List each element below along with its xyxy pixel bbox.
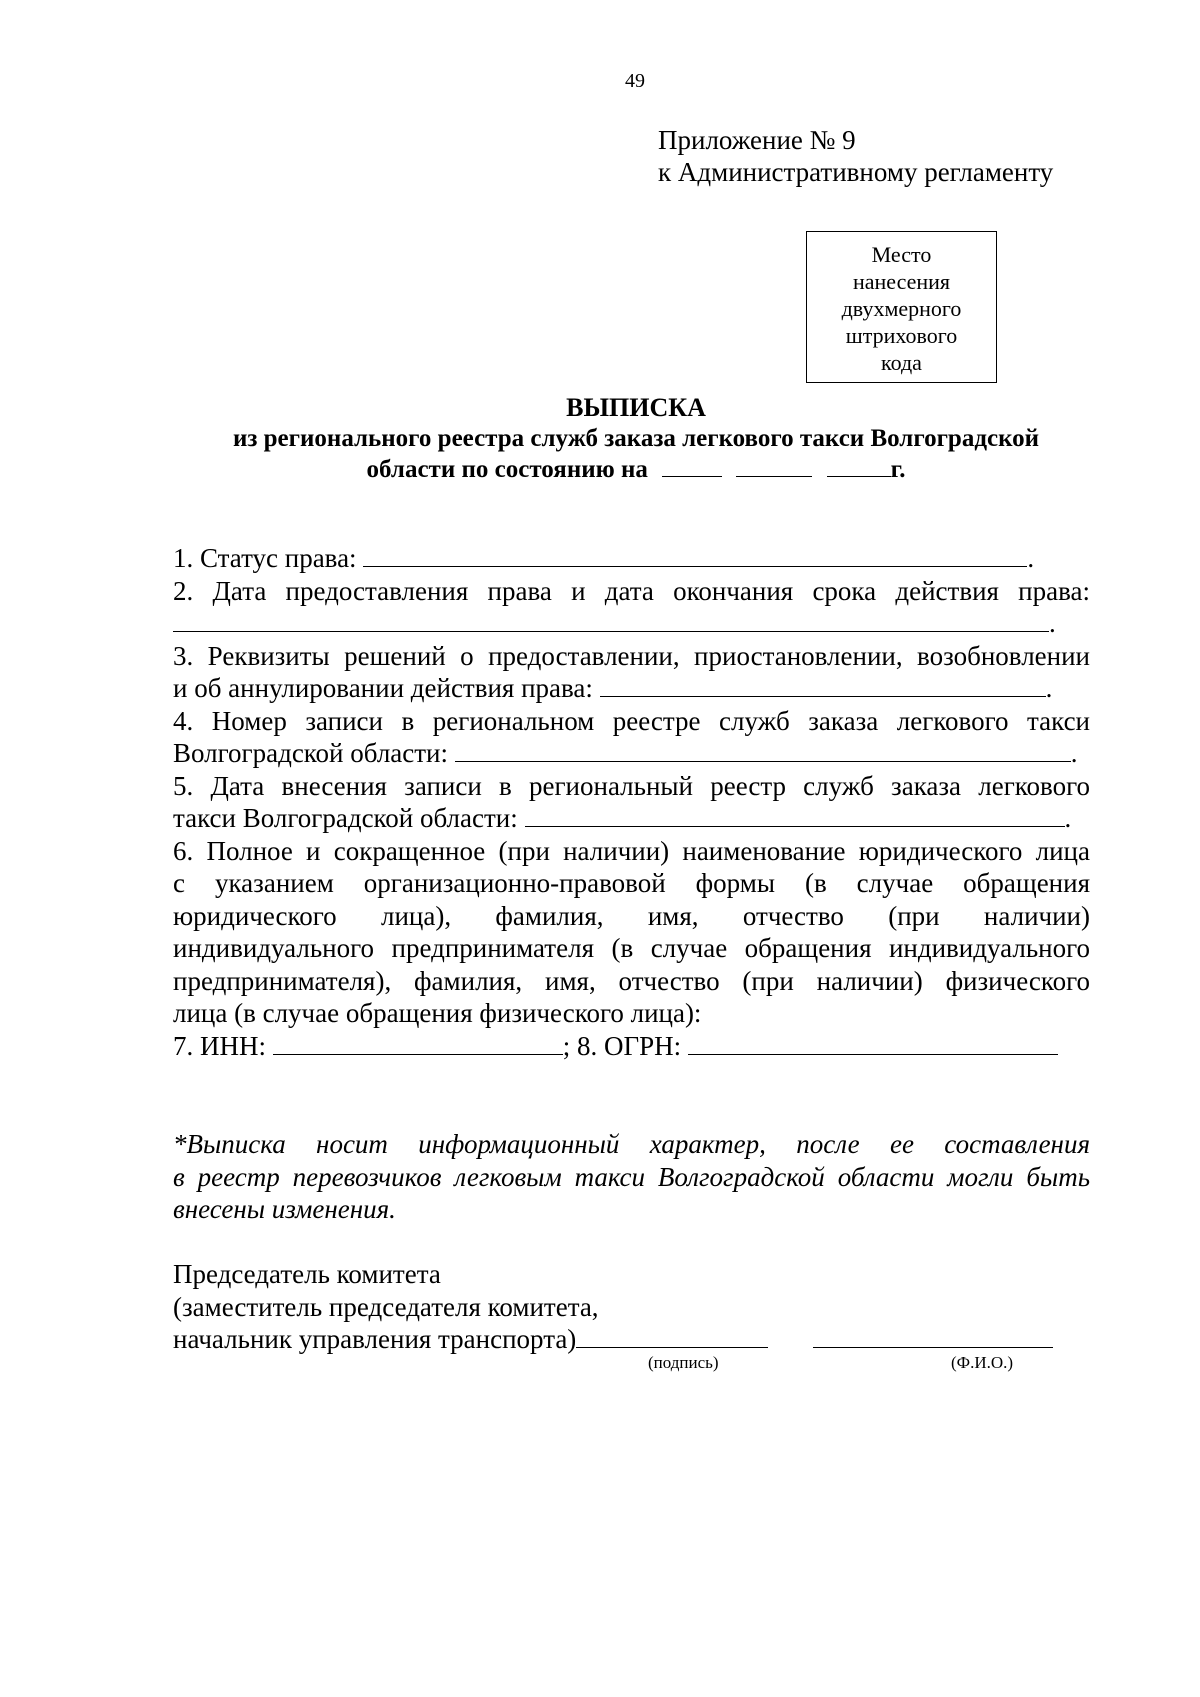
item-1-period: . <box>1027 543 1035 573</box>
item-8-label: ; 8. ОГРН: <box>562 1030 682 1061</box>
item-5-period: . <box>1064 803 1072 833</box>
item-4-line-2: Волгоградской области: <box>173 738 449 768</box>
item-3-blank[interactable] <box>600 674 1046 697</box>
barcode-box-line-1: Место <box>871 242 932 267</box>
item-5-line-1: 5. Дата внесения записи в региональный реестр служб заказа легкового <box>173 770 1090 801</box>
item-3-line-1: 3. Реквизиты решений о предоставлении, приостановлении, возобновлении <box>173 640 1090 671</box>
item-6-line-1: 6. Полное и сокращенное (при наличии) наименование юридического лица <box>173 835 1090 866</box>
signature-block <box>173 1258 1090 1356</box>
item-6-line-2: с указанием организационно-правовой формы (в случае обращения <box>173 868 1090 898</box>
extract-fields <box>173 542 1090 1062</box>
note-line-3: внесены изменения. <box>173 1194 396 1224</box>
date-year-blank[interactable] <box>827 454 891 477</box>
item-6-line-5: предпринимателя), фамилия, имя, отчество (при наличии) физического <box>173 965 1090 996</box>
item-3-row <box>173 672 1090 705</box>
item-6-line-3: юридического лица), фамилия, имя, отчество (при наличии) <box>173 900 1090 931</box>
caption-full-name: (Ф.И.О.) <box>951 1353 1014 1372</box>
appendix-line-2: к Административному регламенту <box>658 157 1054 187</box>
item-2-label: 2. Дата предоставления права и дата окончания срока действия права: <box>173 575 1090 606</box>
barcode-box-line-5: кода <box>881 350 922 375</box>
signature-line-3-row <box>173 1323 1090 1356</box>
item-2-period: . <box>1049 608 1056 638</box>
item-5-row <box>173 802 1090 835</box>
full-name-blank[interactable] <box>813 1325 1053 1348</box>
barcode-box-line-4: штрихового <box>845 323 958 348</box>
item-1-label: 1. Статус права: <box>173 543 357 573</box>
item-5-blank[interactable] <box>525 804 1065 827</box>
item-2-blank[interactable] <box>173 609 1049 632</box>
inn-blank[interactable] <box>273 1032 563 1055</box>
note-line-1: *Выписка носит информационный характер, после ее составления <box>173 1129 1090 1159</box>
caption-signature: (подпись) <box>648 1353 719 1372</box>
item-6-line-6: лица (в случае обращения физического лица): <box>173 998 702 1028</box>
item-7-label: 7. ИНН: <box>173 1030 266 1061</box>
title-line-3-suffix: г. <box>890 456 906 483</box>
date-day-blank[interactable] <box>662 454 722 477</box>
item-4-row <box>173 737 1090 770</box>
signature-line-2: (заместитель председателя комитета, <box>173 1291 599 1322</box>
signature-line-3: начальник управления транспорта) <box>173 1324 577 1354</box>
item-4-blank[interactable] <box>455 739 1071 762</box>
signature-line-1: Председатель комитета <box>173 1259 441 1289</box>
item-3-period: . <box>1045 673 1053 703</box>
barcode-box-line-2: нанесения <box>852 269 951 294</box>
item-4-line-1: 4. Номер записи в региональном реестре служб заказа легкового такси <box>173 705 1090 736</box>
title-line-2: из регионального реестра служб заказа легкового такси Волгоградской <box>232 425 1040 452</box>
item-3-line-2: и об аннулировании действия права: <box>173 673 593 703</box>
item-7-8-row <box>173 1030 1090 1063</box>
document-title <box>160 392 1112 485</box>
title-line-3 <box>160 454 1112 485</box>
title-main: ВЫПИСКА <box>566 393 706 422</box>
note-line-2: в реестр перевозчиков легковым такси Волгоградской области могли быть <box>173 1161 1090 1192</box>
item-1-blank[interactable] <box>363 544 1027 567</box>
ogrn-blank[interactable] <box>688 1032 1058 1055</box>
item-1-row <box>173 542 1090 575</box>
item-2-row <box>173 607 1090 640</box>
title-line-3-prefix: области по состоянию на <box>366 456 648 483</box>
appendix-reference <box>658 124 1053 188</box>
barcode-placeholder-box <box>806 231 997 383</box>
date-month-blank[interactable] <box>736 454 812 477</box>
signature-captions <box>0 1353 1200 1377</box>
item-5-line-2: такси Волгоградской области: <box>173 803 518 833</box>
item-4-period: . <box>1070 738 1078 768</box>
barcode-box-line-3: двухмерного <box>841 296 962 321</box>
appendix-line-1: Приложение № 9 <box>658 125 856 155</box>
informational-note <box>173 1128 1090 1226</box>
signature-blank[interactable] <box>576 1325 768 1348</box>
item-6-line-4: индивидуального предпринимателя (в случае обращения индивидуального <box>173 933 1090 963</box>
page-number: 49 <box>625 70 645 92</box>
